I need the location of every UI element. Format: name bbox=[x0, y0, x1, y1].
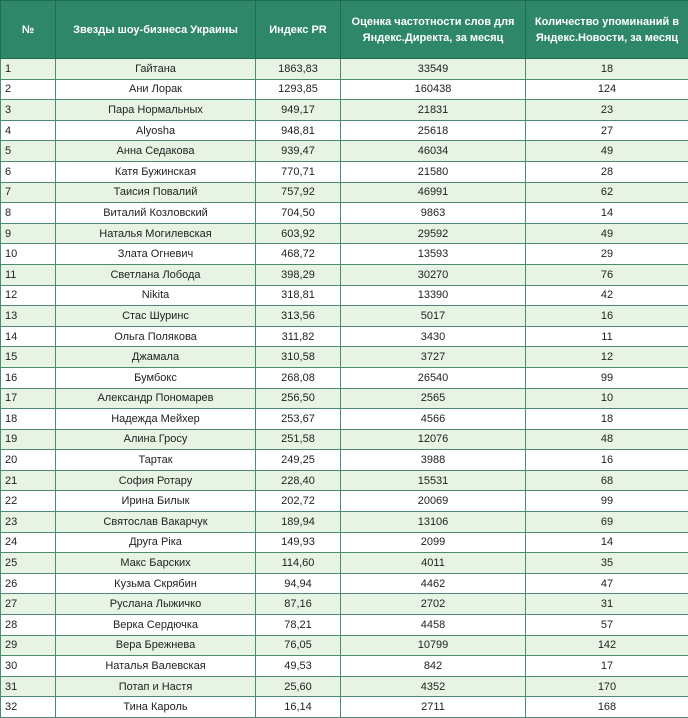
cell-pr-index: 311,82 bbox=[256, 326, 341, 347]
cell-news-mentions: 62 bbox=[526, 182, 688, 203]
cell-celebrity: Бумбокс bbox=[56, 367, 256, 388]
cell-direct-frequency: 842 bbox=[341, 656, 526, 677]
table-row bbox=[1, 697, 688, 718]
table-row bbox=[1, 141, 688, 162]
cell-number: 26 bbox=[1, 573, 56, 594]
cell-news-mentions: 28 bbox=[526, 161, 688, 182]
cell-celebrity: Наталья Валевская bbox=[56, 656, 256, 677]
cell-pr-index: 202,72 bbox=[256, 491, 341, 512]
cell-news-mentions: 99 bbox=[526, 491, 688, 512]
table-row bbox=[1, 347, 688, 368]
cell-number: 28 bbox=[1, 615, 56, 636]
cell-celebrity: Руслана Лыжичко bbox=[56, 594, 256, 615]
cell-direct-frequency: 3727 bbox=[341, 347, 526, 368]
table-row bbox=[1, 676, 688, 697]
cell-news-mentions: 170 bbox=[526, 676, 688, 697]
cell-direct-frequency: 30270 bbox=[341, 264, 526, 285]
table-row bbox=[1, 635, 688, 656]
cell-celebrity: Пара Нормальных bbox=[56, 100, 256, 121]
cell-celebrity: Вера Брежнева bbox=[56, 635, 256, 656]
cell-news-mentions: 168 bbox=[526, 697, 688, 718]
cell-celebrity: Макс Барских bbox=[56, 553, 256, 574]
cell-direct-frequency: 25618 bbox=[341, 120, 526, 141]
cell-pr-index: 939,47 bbox=[256, 141, 341, 162]
cell-number: 19 bbox=[1, 429, 56, 450]
cell-news-mentions: 18 bbox=[526, 409, 688, 430]
cell-direct-frequency: 29592 bbox=[341, 223, 526, 244]
cell-pr-index: 704,50 bbox=[256, 203, 341, 224]
cell-celebrity: Святослав Вакарчук bbox=[56, 512, 256, 533]
cell-pr-index: 256,50 bbox=[256, 388, 341, 409]
cell-pr-index: 1293,85 bbox=[256, 79, 341, 100]
cell-news-mentions: 10 bbox=[526, 388, 688, 409]
table-row bbox=[1, 491, 688, 512]
cell-celebrity: Тина Кароль bbox=[56, 697, 256, 718]
table-row bbox=[1, 594, 688, 615]
cell-direct-frequency: 4011 bbox=[341, 553, 526, 574]
cell-pr-index: 189,94 bbox=[256, 512, 341, 533]
cell-pr-index: 114,60 bbox=[256, 553, 341, 574]
table-row bbox=[1, 470, 688, 491]
table-row bbox=[1, 429, 688, 450]
cell-direct-frequency: 21831 bbox=[341, 100, 526, 121]
cell-celebrity: Стас Шуринс bbox=[56, 306, 256, 327]
col-header-pr-index: Индекс PR bbox=[256, 1, 341, 59]
cell-pr-index: 603,92 bbox=[256, 223, 341, 244]
cell-news-mentions: 14 bbox=[526, 532, 688, 553]
cell-number: 8 bbox=[1, 203, 56, 224]
cell-number: 30 bbox=[1, 656, 56, 677]
cell-news-mentions: 48 bbox=[526, 429, 688, 450]
cell-number: 20 bbox=[1, 450, 56, 471]
cell-number: 3 bbox=[1, 100, 56, 121]
cell-number: 17 bbox=[1, 388, 56, 409]
cell-news-mentions: 76 bbox=[526, 264, 688, 285]
cell-celebrity: Тартак bbox=[56, 450, 256, 471]
cell-celebrity: Ани Лорак bbox=[56, 79, 256, 100]
cell-pr-index: 25,60 bbox=[256, 676, 341, 697]
cell-celebrity: Виталий Козловский bbox=[56, 203, 256, 224]
cell-direct-frequency: 3988 bbox=[341, 450, 526, 471]
table-row bbox=[1, 244, 688, 265]
table-row bbox=[1, 161, 688, 182]
cell-direct-frequency: 2565 bbox=[341, 388, 526, 409]
cell-celebrity: Кузьма Скрябин bbox=[56, 573, 256, 594]
table-row bbox=[1, 656, 688, 677]
cell-direct-frequency: 4566 bbox=[341, 409, 526, 430]
cell-direct-frequency: 46991 bbox=[341, 182, 526, 203]
cell-direct-frequency: 12076 bbox=[341, 429, 526, 450]
cell-direct-frequency: 33549 bbox=[341, 59, 526, 80]
cell-direct-frequency: 2702 bbox=[341, 594, 526, 615]
cell-news-mentions: 142 bbox=[526, 635, 688, 656]
cell-direct-frequency: 2711 bbox=[341, 697, 526, 718]
table-row bbox=[1, 326, 688, 347]
table-row bbox=[1, 59, 688, 80]
cell-celebrity: Светлана Лобода bbox=[56, 264, 256, 285]
cell-pr-index: 268,08 bbox=[256, 367, 341, 388]
cell-number: 31 bbox=[1, 676, 56, 697]
cell-number: 14 bbox=[1, 326, 56, 347]
cell-celebrity: Анна Седакова bbox=[56, 141, 256, 162]
cell-news-mentions: 12 bbox=[526, 347, 688, 368]
cell-celebrity: Алина Гросу bbox=[56, 429, 256, 450]
cell-celebrity: Надежда Мейхер bbox=[56, 409, 256, 430]
cell-celebrity: Гайтана bbox=[56, 59, 256, 80]
cell-pr-index: 49,53 bbox=[256, 656, 341, 677]
cell-pr-index: 398,29 bbox=[256, 264, 341, 285]
cell-pr-index: 313,56 bbox=[256, 306, 341, 327]
cell-direct-frequency: 13106 bbox=[341, 512, 526, 533]
cell-news-mentions: 27 bbox=[526, 120, 688, 141]
cell-direct-frequency: 21580 bbox=[341, 161, 526, 182]
cell-number: 27 bbox=[1, 594, 56, 615]
cell-news-mentions: 31 bbox=[526, 594, 688, 615]
cell-direct-frequency: 13593 bbox=[341, 244, 526, 265]
cell-news-mentions: 17 bbox=[526, 656, 688, 677]
cell-news-mentions: 14 bbox=[526, 203, 688, 224]
cell-number: 6 bbox=[1, 161, 56, 182]
cell-news-mentions: 99 bbox=[526, 367, 688, 388]
table-row bbox=[1, 553, 688, 574]
cell-celebrity: Alyosha bbox=[56, 120, 256, 141]
cell-news-mentions: 69 bbox=[526, 512, 688, 533]
cell-direct-frequency: 3430 bbox=[341, 326, 526, 347]
cell-news-mentions: 124 bbox=[526, 79, 688, 100]
cell-number: 2 bbox=[1, 79, 56, 100]
col-header-celebrity: Звезды шоу-бизнеса Украины bbox=[56, 1, 256, 59]
cell-pr-index: 770,71 bbox=[256, 161, 341, 182]
cell-direct-frequency: 4352 bbox=[341, 676, 526, 697]
table-row bbox=[1, 532, 688, 553]
table-row bbox=[1, 409, 688, 430]
cell-news-mentions: 35 bbox=[526, 553, 688, 574]
cell-celebrity: Верка Сердючка bbox=[56, 615, 256, 636]
cell-number: 18 bbox=[1, 409, 56, 430]
cell-number: 16 bbox=[1, 367, 56, 388]
cell-celebrity: Наталья Могилевская bbox=[56, 223, 256, 244]
cell-number: 7 bbox=[1, 182, 56, 203]
cell-news-mentions: 49 bbox=[526, 141, 688, 162]
cell-celebrity: Джамала bbox=[56, 347, 256, 368]
cell-number: 25 bbox=[1, 553, 56, 574]
cell-number: 1 bbox=[1, 59, 56, 80]
cell-direct-frequency: 20069 bbox=[341, 491, 526, 512]
cell-direct-frequency: 46034 bbox=[341, 141, 526, 162]
cell-direct-frequency: 5017 bbox=[341, 306, 526, 327]
table-row bbox=[1, 203, 688, 224]
cell-pr-index: 310,58 bbox=[256, 347, 341, 368]
cell-direct-frequency: 10799 bbox=[341, 635, 526, 656]
cell-celebrity: Таисия Повалий bbox=[56, 182, 256, 203]
cell-number: 24 bbox=[1, 532, 56, 553]
cell-pr-index: 253,67 bbox=[256, 409, 341, 430]
cell-pr-index: 318,81 bbox=[256, 285, 341, 306]
cell-pr-index: 1863,83 bbox=[256, 59, 341, 80]
cell-number: 15 bbox=[1, 347, 56, 368]
cell-news-mentions: 57 bbox=[526, 615, 688, 636]
cell-pr-index: 757,92 bbox=[256, 182, 341, 203]
header-row bbox=[1, 1, 688, 59]
cell-number: 22 bbox=[1, 491, 56, 512]
table-row bbox=[1, 100, 688, 121]
table-row bbox=[1, 388, 688, 409]
table-row bbox=[1, 223, 688, 244]
cell-pr-index: 228,40 bbox=[256, 470, 341, 491]
table-row bbox=[1, 573, 688, 594]
cell-news-mentions: 49 bbox=[526, 223, 688, 244]
cell-number: 32 bbox=[1, 697, 56, 718]
cell-direct-frequency: 15531 bbox=[341, 470, 526, 491]
cell-celebrity: Александр Пономарев bbox=[56, 388, 256, 409]
cell-number: 9 bbox=[1, 223, 56, 244]
table-row bbox=[1, 367, 688, 388]
cell-celebrity: Nikita bbox=[56, 285, 256, 306]
cell-number: 29 bbox=[1, 635, 56, 656]
table-row bbox=[1, 285, 688, 306]
cell-direct-frequency: 9863 bbox=[341, 203, 526, 224]
table-row bbox=[1, 450, 688, 471]
cell-number: 12 bbox=[1, 285, 56, 306]
cell-direct-frequency: 2099 bbox=[341, 532, 526, 553]
cell-celebrity: Друга Ріка bbox=[56, 532, 256, 553]
cell-news-mentions: 47 bbox=[526, 573, 688, 594]
cell-news-mentions: 23 bbox=[526, 100, 688, 121]
cell-pr-index: 468,72 bbox=[256, 244, 341, 265]
cell-news-mentions: 68 bbox=[526, 470, 688, 491]
cell-celebrity: София Ротару bbox=[56, 470, 256, 491]
cell-celebrity: Катя Бужинская bbox=[56, 161, 256, 182]
cell-pr-index: 78,21 bbox=[256, 615, 341, 636]
cell-number: 10 bbox=[1, 244, 56, 265]
cell-celebrity: Ирина Билык bbox=[56, 491, 256, 512]
cell-news-mentions: 16 bbox=[526, 306, 688, 327]
cell-direct-frequency: 160438 bbox=[341, 79, 526, 100]
cell-pr-index: 76,05 bbox=[256, 635, 341, 656]
cell-news-mentions: 29 bbox=[526, 244, 688, 265]
cell-direct-frequency: 13390 bbox=[341, 285, 526, 306]
cell-number: 5 bbox=[1, 141, 56, 162]
table-row bbox=[1, 79, 688, 100]
table-row bbox=[1, 120, 688, 141]
cell-number: 13 bbox=[1, 306, 56, 327]
cell-news-mentions: 18 bbox=[526, 59, 688, 80]
cell-pr-index: 251,58 bbox=[256, 429, 341, 450]
cell-pr-index: 149,93 bbox=[256, 532, 341, 553]
cell-pr-index: 94,94 bbox=[256, 573, 341, 594]
cell-news-mentions: 11 bbox=[526, 326, 688, 347]
cell-celebrity: Злата Огневич bbox=[56, 244, 256, 265]
cell-pr-index: 249,25 bbox=[256, 450, 341, 471]
cell-celebrity: Потап и Настя bbox=[56, 676, 256, 697]
cell-pr-index: 16,14 bbox=[256, 697, 341, 718]
cell-direct-frequency: 26540 bbox=[341, 367, 526, 388]
cell-pr-index: 948,81 bbox=[256, 120, 341, 141]
cell-number: 11 bbox=[1, 264, 56, 285]
table-row bbox=[1, 264, 688, 285]
cell-pr-index: 87,16 bbox=[256, 594, 341, 615]
cell-direct-frequency: 4458 bbox=[341, 615, 526, 636]
cell-pr-index: 949,17 bbox=[256, 100, 341, 121]
table-body bbox=[1, 59, 688, 718]
table-row bbox=[1, 512, 688, 533]
col-header-number: № bbox=[1, 1, 56, 59]
col-header-yandex-news-mentions: Количество упоминаний в Яндекс.Новости, за месяц bbox=[526, 1, 688, 59]
cell-celebrity: Ольга Полякова bbox=[56, 326, 256, 347]
table-row bbox=[1, 615, 688, 636]
table-row bbox=[1, 306, 688, 327]
cell-number: 21 bbox=[1, 470, 56, 491]
cell-news-mentions: 16 bbox=[526, 450, 688, 471]
table-row bbox=[1, 182, 688, 203]
col-header-yandex-direct-frequency: Оценка частотности слов для Яндекс.Директа, за месяц bbox=[341, 1, 526, 59]
cell-number: 4 bbox=[1, 120, 56, 141]
cell-direct-frequency: 4462 bbox=[341, 573, 526, 594]
cell-news-mentions: 42 bbox=[526, 285, 688, 306]
cell-number: 23 bbox=[1, 512, 56, 533]
